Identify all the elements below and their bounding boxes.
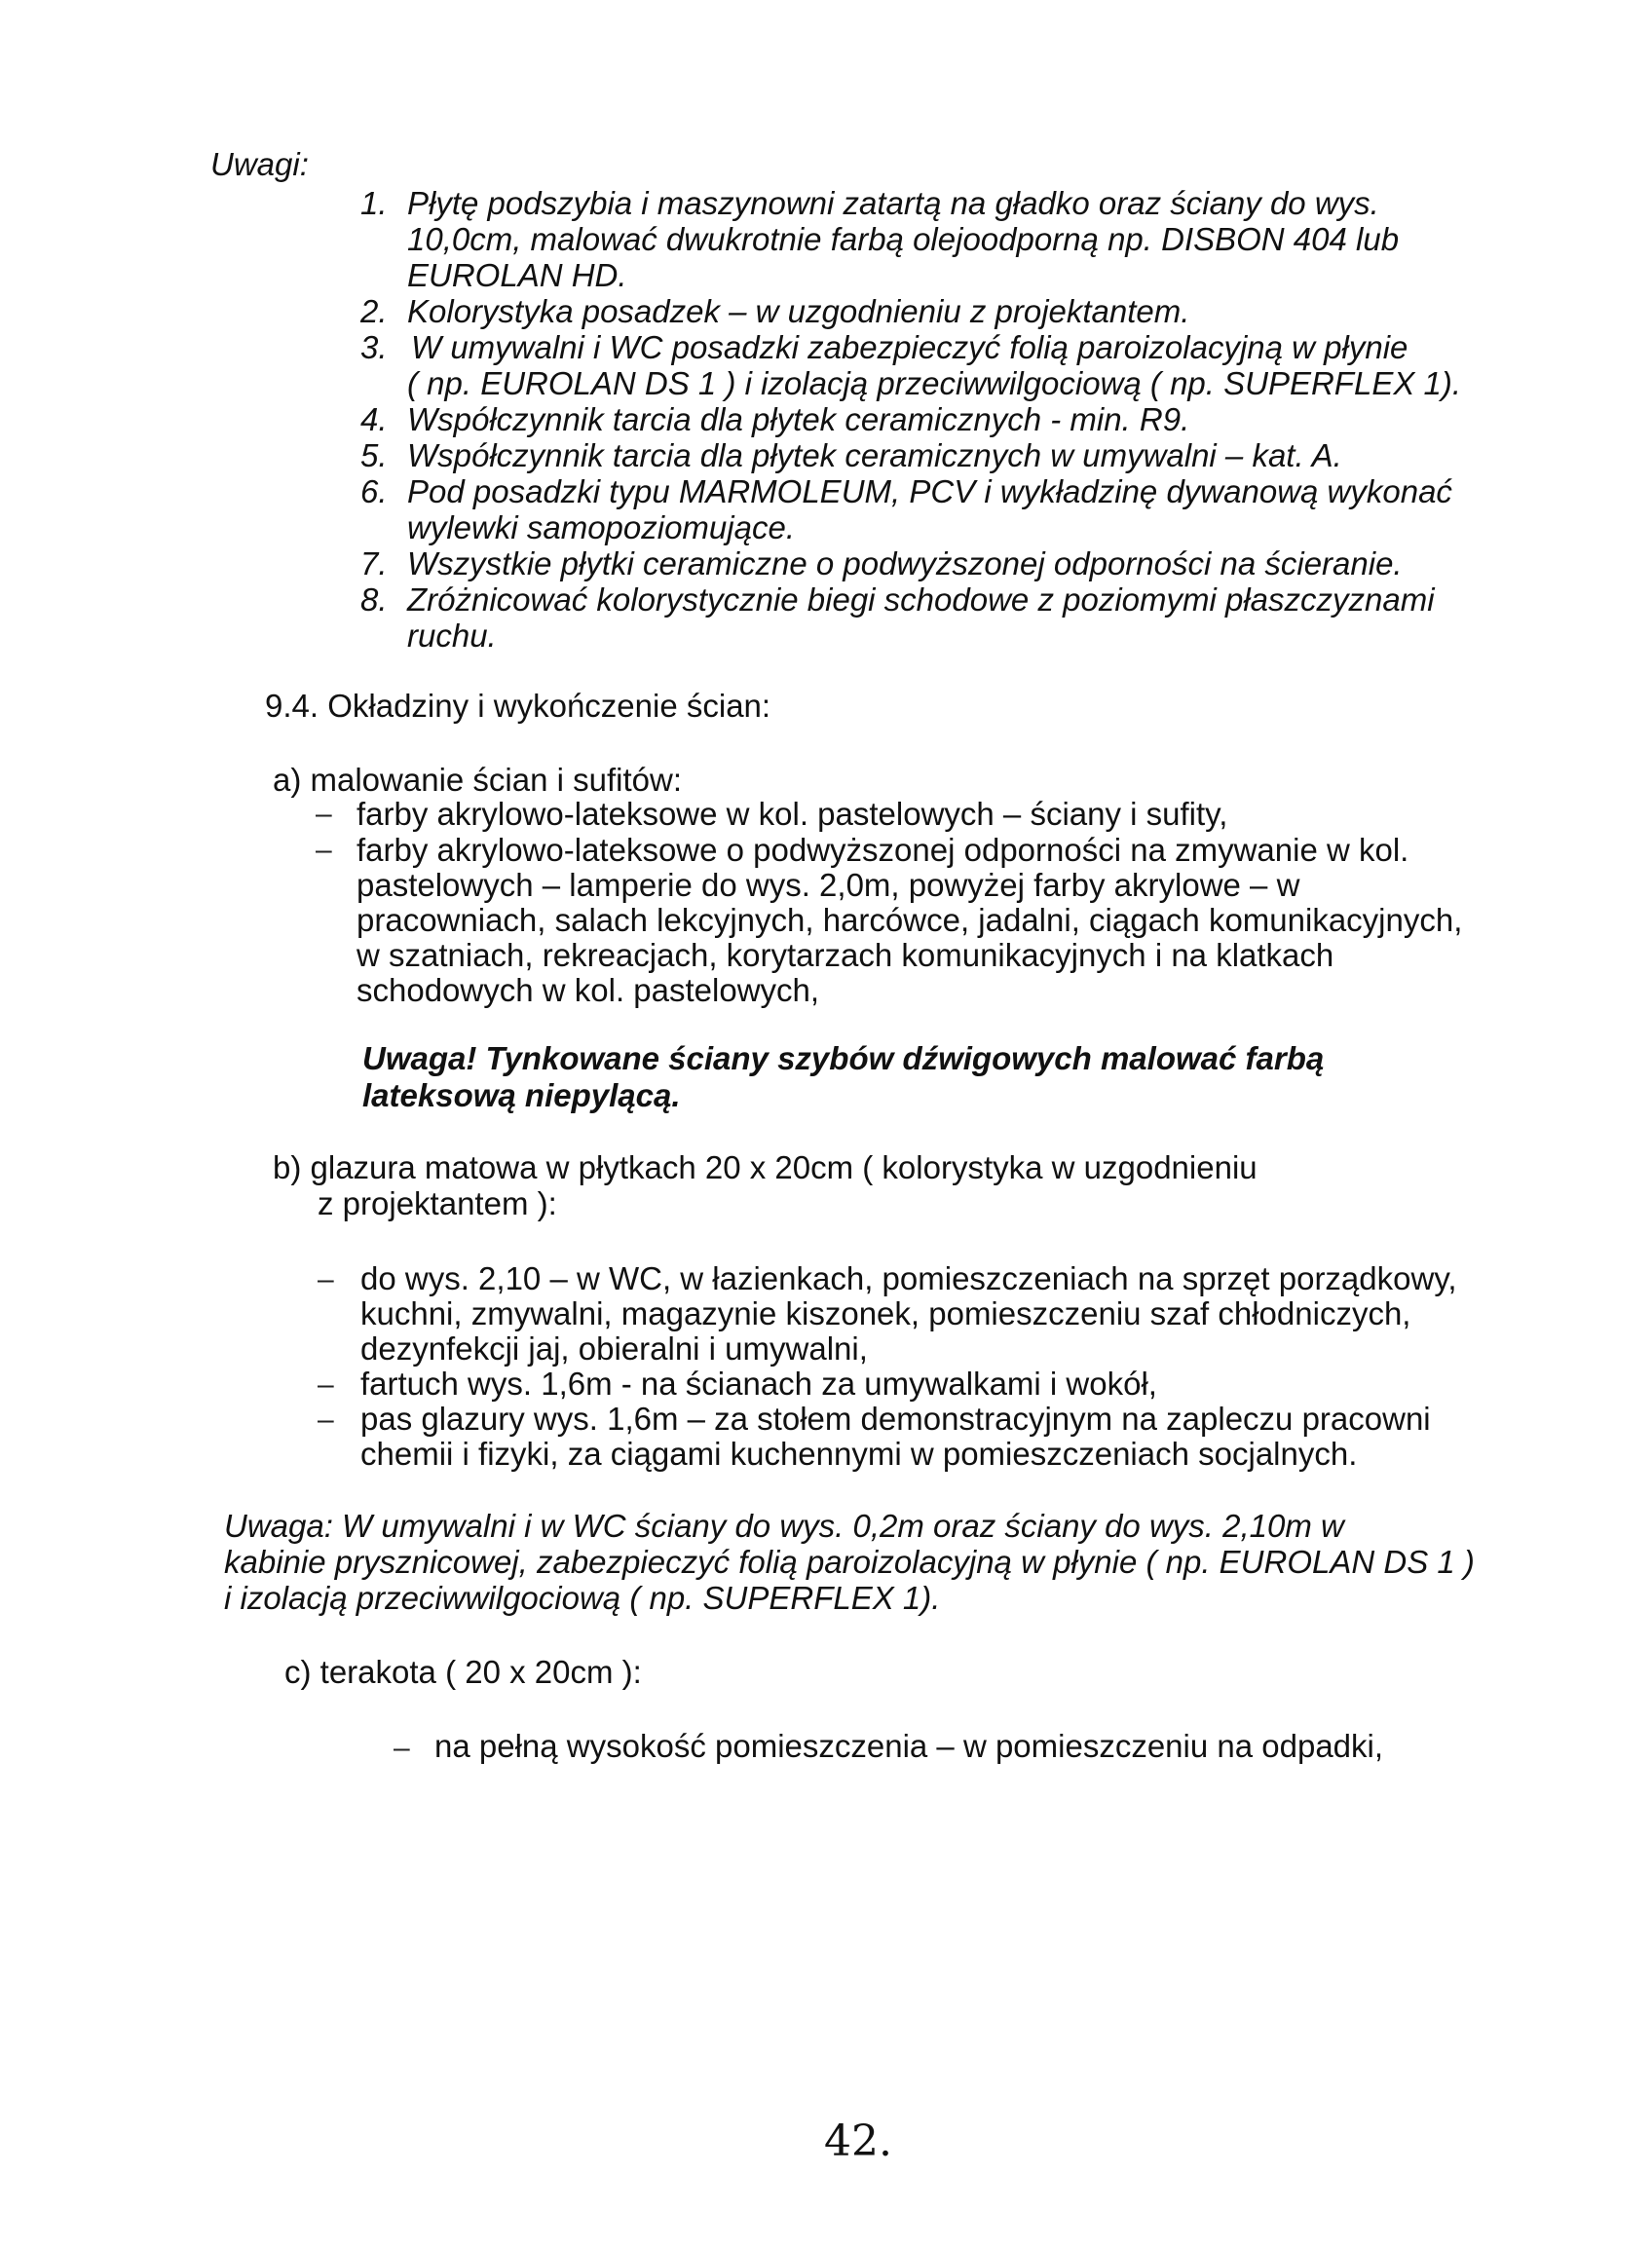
bullet-line: farby akrylowo-lateksowe w kol. pastelowych – ściany i sufity, (357, 796, 1228, 832)
bullet-line: na pełną wysokość pomieszczenia – w pomieszczeniu na odpadki, (434, 1728, 1384, 1764)
note-line: Kolorystyka posadzek – w uzgodnieniu z projektantem. (407, 293, 1190, 329)
bullet-dash: – (316, 798, 332, 830)
note-line: Współczynnik tarcia dla płytek ceramicznych - min. R9. (407, 401, 1190, 437)
note-number: 5. (360, 437, 388, 473)
note-line: EUROLAN HD. (407, 257, 627, 293)
note-line: Wszystkie płytki ceramiczne o podwyższonej odporności na ścieranie. (407, 545, 1403, 581)
bullet-line: pas glazury wys. 1,6m – za stołem demonstracyjnym na zapleczu pracowni (360, 1401, 1431, 1437)
note-line: ruchu. (407, 618, 497, 654)
bullet-line: pastelowych – lamperie do wys. 2,0m, powyżej farby akrylowe – w (357, 867, 1300, 903)
bullet-line: w szatniach, rekreacjach, korytarzach komunikacyjnych i na klatkach (357, 937, 1334, 973)
bullet-line: pracowniach, salach lekcyjnych, harcówce, jadalni, ciągach komunikacyjnych, (357, 902, 1463, 938)
bullet-dash: – (318, 1368, 334, 1401)
bullet-line: chemii i fizyki, za ciągami kuchennymi w pomieszczeniach socjalnych. (360, 1436, 1358, 1472)
warning-line: Uwaga! Tynkowane ściany szybów dźwigowych malować farbą (362, 1040, 1325, 1076)
bullet-dash: – (394, 1732, 410, 1764)
note-number: 3. (360, 329, 388, 365)
note-b-line: i izolacją przeciwwilgociową ( np. SUPERFLEX 1). (224, 1580, 941, 1616)
bullet-dash: – (316, 834, 332, 866)
note-line: Płytę podszybia i maszynowni zatartą na gładko oraz ściany do wys. (407, 185, 1379, 221)
bullet-dash: – (318, 1404, 334, 1436)
bullet-line: kuchni, zmywalni, magazynie kiszonek, pomieszczeniu szaf chłodniczych, (360, 1295, 1411, 1331)
bullet-line: fartuch wys. 1,6m - na ścianach za umywalkami i wokół, (360, 1366, 1157, 1402)
note-line: W umywalni i WC posadzki zabezpieczyć folią paroizolacyjną w płynie (411, 329, 1408, 365)
note-b-line: kabinie prysznicowej, zabezpieczyć folią paroizolacyjną w płynie ( np. EUROLAN DS 1 ) (224, 1544, 1475, 1580)
bullet-line: farby akrylowo-lateksowe o podwyższonej odporności na zmywanie w kol. (357, 832, 1409, 868)
subsection-a-heading: a) malowanie ścian i sufitów: (273, 762, 683, 798)
note-number: 7. (360, 545, 388, 581)
bullet-line: schodowych w kol. pastelowych, (357, 972, 820, 1008)
note-number: 1. (360, 185, 388, 221)
notes-heading: Uwagi: (210, 146, 309, 182)
note-line: Zróżnicować kolorystycznie biegi schodowe z poziomymi płaszczyznami (407, 581, 1435, 618)
warning-line: lateksową niepylącą. (362, 1077, 681, 1113)
bullet-line: dezynfekcji jaj, obieralni i umywalni, (360, 1330, 868, 1367)
note-number: 4. (360, 401, 388, 437)
bullet-line: do wys. 2,10 – w WC, w łazienkach, pomieszczeniach na sprzęt porządkowy, (360, 1260, 1457, 1296)
note-number: 2. (360, 293, 388, 329)
subsection-c-heading: c) terakota ( 20 x 20cm ): (284, 1654, 642, 1690)
subsection-b-heading-cont: z projektantem ): (318, 1185, 557, 1221)
note-number: 8. (360, 581, 388, 618)
note-number: 6. (360, 473, 388, 509)
note-line: Współczynnik tarcia dla płytek ceramicznych w umywalni – kat. A. (407, 437, 1342, 473)
note-b-line: Uwaga: W umywalni i w WC ściany do wys. 0,2m oraz ściany do wys. 2,10m w (224, 1508, 1344, 1544)
note-line: wylewki samopoziomujące. (407, 509, 795, 545)
note-line: ( np. EUROLAN DS 1 ) i izolacją przeciwwilgociową ( np. SUPERFLEX 1). (407, 365, 1462, 401)
page-number: 42. (824, 2117, 892, 2166)
note-line: 10,0cm, malować dwukrotnie farbą olejoodporną np. DISBON 404 lub (407, 221, 1400, 257)
note-line: Pod posadzki typu MARMOLEUM, PCV i wykładzinę dywanową wykonać (407, 473, 1452, 509)
subsection-b-heading: b) glazura matowa w płytkach 20 x 20cm ( kolorystyka w uzgodnieniu (273, 1149, 1258, 1185)
section-title: 9.4. Okładziny i wykończenie ścian: (265, 688, 771, 724)
bullet-dash: – (318, 1263, 334, 1295)
